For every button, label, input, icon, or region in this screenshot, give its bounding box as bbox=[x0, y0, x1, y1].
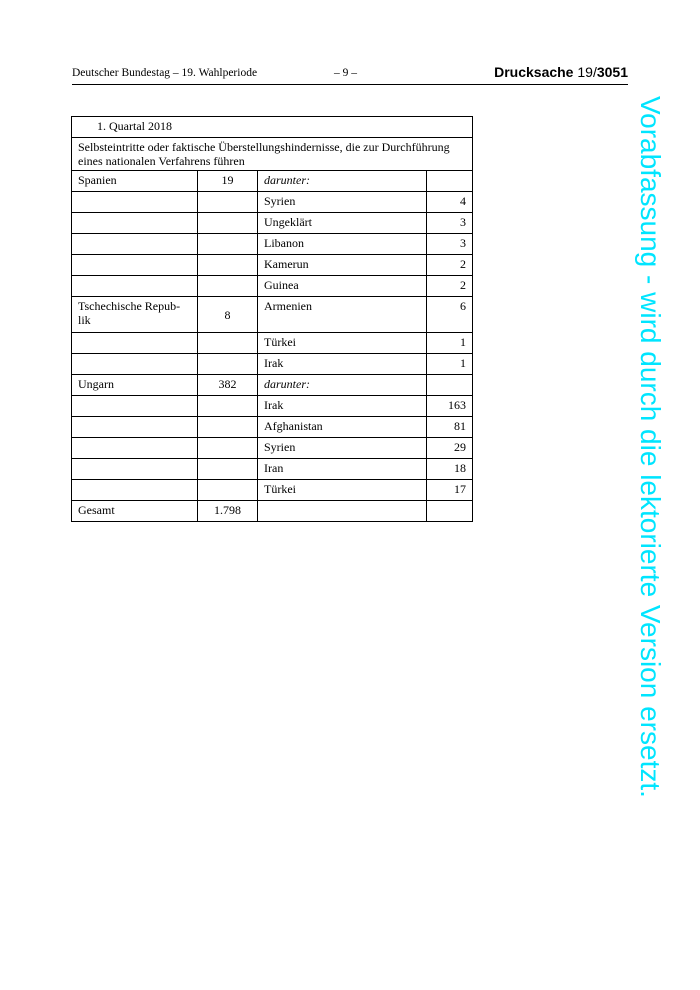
origin-cell: Libanon bbox=[258, 234, 427, 255]
origin-count-cell: 3 bbox=[427, 234, 473, 255]
origin-cell: Syrien bbox=[258, 438, 427, 459]
count-cell bbox=[198, 438, 258, 459]
origin-count-cell: 3 bbox=[427, 213, 473, 234]
country-cell bbox=[72, 276, 198, 297]
total-empty-cell bbox=[258, 501, 427, 522]
count-cell: 19 bbox=[198, 171, 258, 192]
country-cell bbox=[72, 234, 198, 255]
origin-cell: Afghanistan bbox=[258, 417, 427, 438]
document-number bbox=[494, 64, 628, 80]
table-row bbox=[72, 297, 473, 333]
origin-count-cell: 1 bbox=[427, 354, 473, 375]
table-row bbox=[72, 276, 473, 297]
country-cell bbox=[72, 417, 198, 438]
count-cell bbox=[198, 192, 258, 213]
table-row bbox=[72, 459, 473, 480]
country-cell bbox=[72, 354, 198, 375]
transfer-table bbox=[71, 116, 473, 522]
country-cell bbox=[72, 192, 198, 213]
count-cell: 8 bbox=[198, 297, 258, 333]
count-cell bbox=[198, 333, 258, 354]
origin-count-cell bbox=[427, 375, 473, 396]
count-cell bbox=[198, 255, 258, 276]
origin-count-cell: 1 bbox=[427, 333, 473, 354]
count-cell bbox=[198, 276, 258, 297]
count-cell bbox=[198, 234, 258, 255]
table-row bbox=[72, 192, 473, 213]
origin-cell: Türkei bbox=[258, 480, 427, 501]
country-cell bbox=[72, 459, 198, 480]
origin-count-cell bbox=[427, 171, 473, 192]
table-row bbox=[72, 213, 473, 234]
country-cell: Ungarn bbox=[72, 375, 198, 396]
country-cell bbox=[72, 396, 198, 417]
period-row bbox=[72, 117, 473, 138]
table-row bbox=[72, 171, 473, 192]
origin-cell: Kamerun bbox=[258, 255, 427, 276]
origin-count-cell: 18 bbox=[427, 459, 473, 480]
table-row bbox=[72, 438, 473, 459]
header-publication: Deutscher Bundestag – 19. Wahlperiode bbox=[72, 67, 258, 79]
origin-count-cell: 4 bbox=[427, 192, 473, 213]
origin-cell: Ungeklärt bbox=[258, 213, 427, 234]
origin-cell: Irak bbox=[258, 396, 427, 417]
origin-count-cell: 6 bbox=[427, 297, 473, 333]
origin-cell: Iran bbox=[258, 459, 427, 480]
country-cell bbox=[72, 333, 198, 354]
table-row bbox=[72, 354, 473, 375]
origin-cell: Guinea bbox=[258, 276, 427, 297]
origin-count-cell: 163 bbox=[427, 396, 473, 417]
country-cell bbox=[72, 480, 198, 501]
origin-cell: darunter: bbox=[258, 171, 427, 192]
count-cell bbox=[198, 480, 258, 501]
total-label-cell: Gesamt bbox=[72, 501, 198, 522]
table-row bbox=[72, 480, 473, 501]
section-title-cell: Selbsteintritte oder faktische Überstellungshindernisse, die zur Durchführung eines nationalen Verfahrens führen bbox=[72, 138, 473, 171]
table-row bbox=[72, 255, 473, 276]
origin-cell: Armenien bbox=[258, 297, 427, 333]
total-empty-cell bbox=[427, 501, 473, 522]
country-cell bbox=[72, 255, 198, 276]
total-value-cell: 1.798 bbox=[198, 501, 258, 522]
origin-count-cell: 2 bbox=[427, 255, 473, 276]
page-number: – 9 – bbox=[334, 67, 357, 79]
document-label: Drucksache bbox=[494, 64, 574, 80]
country-cell bbox=[72, 438, 198, 459]
draft-watermark bbox=[630, 96, 670, 906]
origin-count-cell: 2 bbox=[427, 276, 473, 297]
table-row bbox=[72, 396, 473, 417]
country-cell: Tschechische Repub- lik bbox=[72, 297, 198, 333]
country-cell: Spanien bbox=[72, 171, 198, 192]
origin-count-cell: 81 bbox=[427, 417, 473, 438]
origin-cell: Syrien bbox=[258, 192, 427, 213]
table-row bbox=[72, 333, 473, 354]
count-cell bbox=[198, 396, 258, 417]
count-cell bbox=[198, 213, 258, 234]
document-number-prefix: 19/ bbox=[577, 64, 597, 80]
country-cell bbox=[72, 213, 198, 234]
document-number-value: 3051 bbox=[596, 64, 628, 80]
total-row bbox=[72, 501, 473, 522]
origin-cell: Türkei bbox=[258, 333, 427, 354]
table-row bbox=[72, 234, 473, 255]
table-row bbox=[72, 417, 473, 438]
watermark-text: Vorabfassung - wird durch die lektorierte Version ersetzt. bbox=[635, 96, 666, 798]
table-row bbox=[72, 375, 473, 396]
origin-cell: Irak bbox=[258, 354, 427, 375]
count-cell: 382 bbox=[198, 375, 258, 396]
count-cell bbox=[198, 354, 258, 375]
origin-count-cell: 17 bbox=[427, 480, 473, 501]
page-header bbox=[72, 64, 628, 85]
section-title-row bbox=[72, 138, 473, 171]
count-cell bbox=[198, 459, 258, 480]
count-cell bbox=[198, 417, 258, 438]
origin-count-cell: 29 bbox=[427, 438, 473, 459]
period-cell: 1. Quartal 2018 bbox=[72, 117, 473, 138]
origin-cell: darunter: bbox=[258, 375, 427, 396]
